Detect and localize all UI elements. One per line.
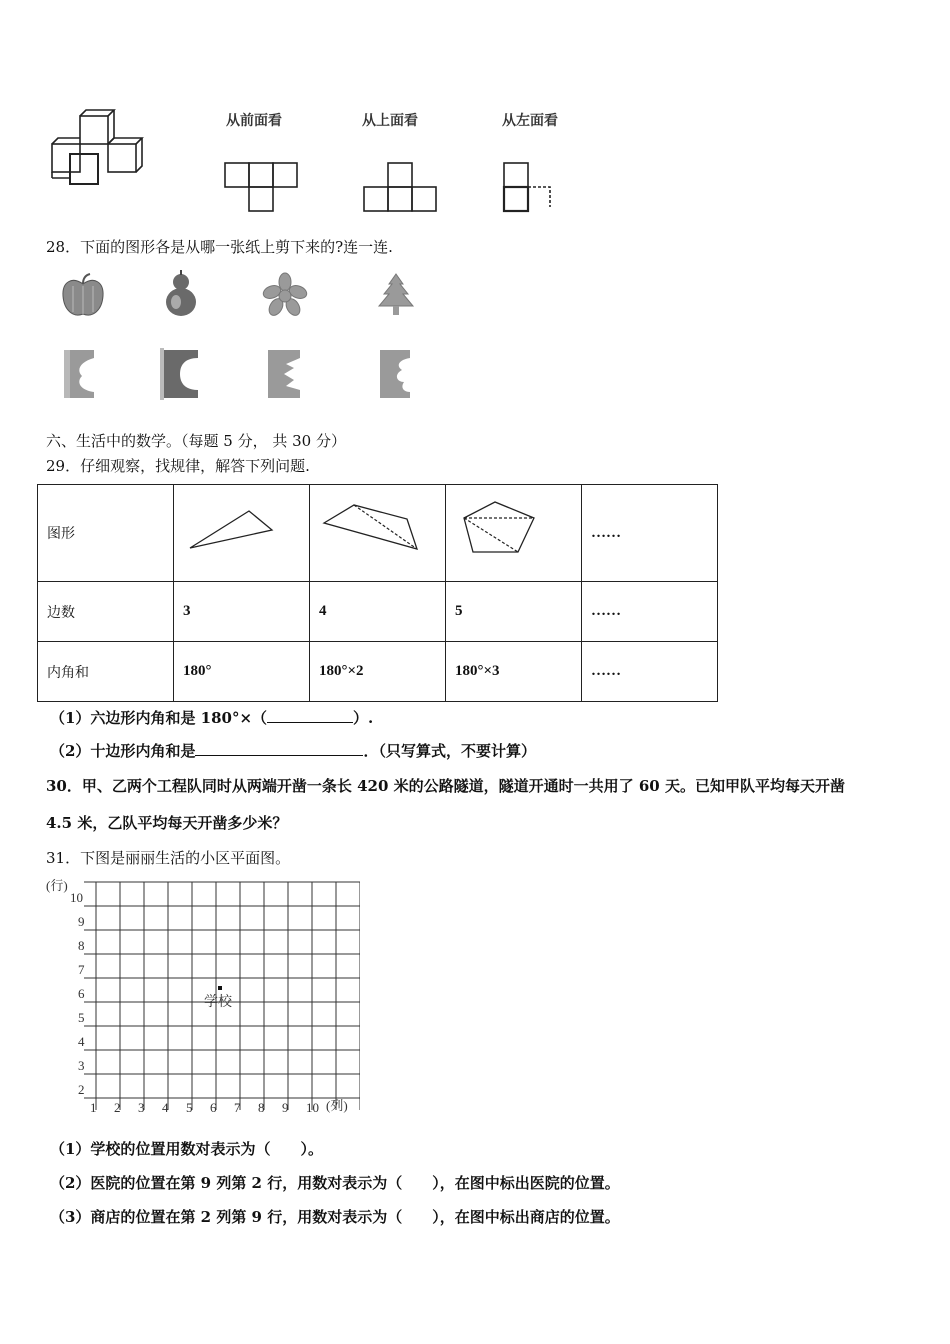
col-tick-label: 1 <box>90 1100 97 1115</box>
question-30-line2: 4.5 米，乙队平均每天开凿多少米？ <box>46 814 288 832</box>
row-tick-label: 5 <box>78 1010 85 1025</box>
sides-4: 4 <box>310 582 446 642</box>
left-view-figure <box>500 160 560 216</box>
question-28-text: 28．下面的图形各是从哪一张纸上剪下来的?连一连. <box>46 238 393 256</box>
question-30-line1: 30．甲、乙两个工程队同时从两端开凿一条长 420 米的公路隧道，隧道开通时一共用了 60 天。已知甲队平均每天开凿 <box>46 777 845 795</box>
col-tick-label: 4 <box>162 1100 169 1115</box>
row-label-sides: 边数 <box>38 582 174 642</box>
row-axis-label: (行) <box>46 878 68 893</box>
sides-5: 5 <box>446 582 582 642</box>
apple-shape <box>58 272 108 320</box>
row-tick-label: 3 <box>78 1058 85 1073</box>
angle-sum-3: 180° <box>174 642 310 702</box>
answer-blank-1[interactable] <box>267 708 353 723</box>
row-tick-label: 10 <box>70 890 83 905</box>
sides-3: 3 <box>174 582 310 642</box>
quadrilateral-figure <box>319 501 429 561</box>
question-31-sub3: （3）商店的位置在第 2 列第 9 行，用数对表示为（ ），在图中标出商店的位置。 <box>50 1208 620 1226</box>
angle-sum-5: 180°×3 <box>446 642 582 702</box>
top-view-label: 从上面看 <box>362 113 418 129</box>
col-tick-label: 2 <box>114 1100 121 1115</box>
row-tick-label: 2 <box>78 1082 85 1097</box>
table-row-shape <box>38 485 718 582</box>
col-tick-label: 8 <box>258 1100 265 1115</box>
col-tick-label: 5 <box>186 1100 193 1115</box>
question-31-sub1: （1）学校的位置用数对表示为（ ）。 <box>50 1140 323 1158</box>
sub2-prefix: （2）十边形内角和是 <box>50 742 196 760</box>
left-view-label: 从左面看 <box>502 113 558 129</box>
triangle-cell <box>174 485 310 582</box>
row-label-angles: 内角和 <box>38 642 174 702</box>
sub2-suffix: ．（只写算式，不要计算） <box>363 742 536 760</box>
top-view-figure <box>360 160 440 216</box>
flower-shape <box>262 272 308 318</box>
paper-cutout-4 <box>378 348 414 400</box>
row-tick-label: 7 <box>78 962 85 977</box>
row-tick-label: 4 <box>78 1034 85 1049</box>
angle-sum-4: 180°×2 <box>310 642 446 702</box>
pentagon-cell <box>446 485 582 582</box>
col-axis-label: (列) <box>326 1098 348 1113</box>
angle-sum-ellipsis: …… <box>582 642 718 702</box>
paper-cutout-3 <box>266 348 302 400</box>
paper-cutout-1 <box>62 348 98 400</box>
front-view-label: 从前面看 <box>226 113 282 129</box>
sides-ellipsis: …… <box>582 582 718 642</box>
col-tick-label: 7 <box>234 1100 241 1115</box>
row-tick-label: 9 <box>78 914 85 929</box>
table-row-sides <box>38 582 718 642</box>
table-row-angles <box>38 642 718 702</box>
gourd-shape <box>160 268 202 320</box>
cube-solid-figure <box>46 108 156 190</box>
col-tick-label: 9 <box>282 1100 289 1115</box>
pentagon-figure <box>455 496 565 566</box>
tree-shape <box>375 272 417 320</box>
col-tick-label: 6 <box>210 1100 217 1115</box>
question-29-text: 29．仔细观察，找规律，解答下列问题. <box>46 457 310 475</box>
polygon-angle-table <box>37 484 718 702</box>
school-point <box>218 986 222 990</box>
question-31-text: 31．下图是丽丽生活的小区平面图。 <box>46 849 291 867</box>
sub1-prefix: （1）六边形内角和是 180°×（ <box>50 709 268 727</box>
section-6-heading: 六、生活中的数学。（每题 5 分， 共 30 分） <box>46 432 346 450</box>
question-31-sub2: （2）医院的位置在第 9 列第 2 行，用数对表示为（ ），在图中标出医院的位置。 <box>50 1174 620 1192</box>
row-tick-label: 8 <box>78 938 85 953</box>
community-plan-grid <box>40 870 360 1120</box>
quadrilateral-cell <box>310 485 446 582</box>
front-view-figure <box>222 160 302 216</box>
row-tick-label: 6 <box>78 986 85 1001</box>
col-tick-label: 3 <box>138 1100 145 1115</box>
sub1-suffix: ）. <box>353 709 374 727</box>
col-tick-label: 10 <box>306 1100 319 1115</box>
question-29-sub2 <box>50 740 536 761</box>
row-label-shape: 图形 <box>38 485 174 582</box>
shape-ellipsis: …… <box>582 485 718 582</box>
paper-cutout-2 <box>160 346 200 402</box>
school-label: 学校 <box>204 994 232 1010</box>
triangle-figure <box>183 501 283 561</box>
answer-blank-2[interactable] <box>195 741 363 756</box>
question-29-sub1 <box>50 707 373 728</box>
